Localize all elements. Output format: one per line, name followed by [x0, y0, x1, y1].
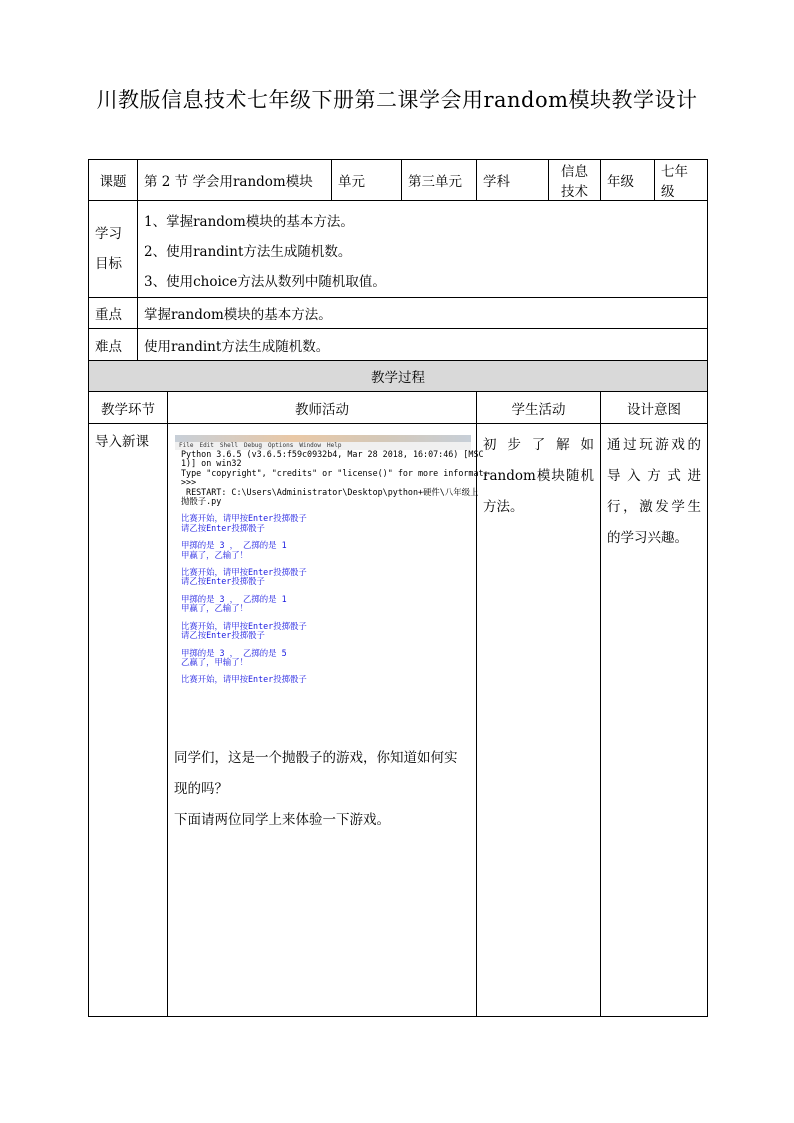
student-cell — [477, 424, 601, 1017]
key-point-value: 掌握random模块的基本方法。 — [138, 298, 708, 329]
column-intent: 设计意图 — [601, 392, 708, 424]
python-shell-screenshot — [175, 435, 489, 735]
shell-line: Type "copyright", "credits" or "license()" for more informat: — [181, 467, 489, 478]
unit-value: 第三单元 — [402, 160, 477, 201]
shell-output: 甲掷的是 3 ， 乙掷的是 1 — [181, 540, 287, 551]
topic-value: 第 2 节 学会用random模块 — [138, 160, 332, 201]
objective-item: 2、使用randint方法生成随机数。 — [144, 244, 352, 260]
shell-output: 甲掷的是 3 ， 乙掷的是 1 — [181, 593, 287, 604]
lesson-plan-table — [88, 159, 708, 1017]
shell-menu-bar: File Edit Shell Debug Options Window Help — [175, 442, 471, 450]
column-stage: 教学环节 — [89, 392, 168, 424]
difficulty-value: 使用randint方法生成随机数。 — [138, 329, 708, 361]
key-point-label: 重点 — [89, 298, 138, 329]
teacher-question: 同学们，这是一个抛骰子的游戏，你知道如何实现的吗？ — [174, 750, 458, 797]
shell-output: 比赛开始，请甲按Enter投掷骰子 — [181, 513, 307, 524]
shell-line: 1)] on win32 — [181, 458, 242, 469]
process-heading-row — [89, 361, 708, 392]
shell-line: Python 3.6.5 (v3.6.5:f59c0932b4, Mar 28 2018, 16:07:46) [MSC — [181, 449, 484, 459]
shell-output: 比赛开始，请甲按Enter投掷骰子 — [181, 567, 307, 578]
design-intent: 通过玩游戏的导入方式进行，激发学生的学习兴趣。 — [607, 437, 701, 546]
shell-title-bar — [175, 435, 471, 442]
shell-output: 甲赢了，乙输了！ — [181, 549, 248, 560]
difficulty-label: 难点 — [89, 329, 138, 361]
shell-line: RESTART: C:\Users\Administrator\Desktop\python+硬件\八年级上 — [181, 486, 479, 497]
process-heading: 教学过程 — [89, 361, 708, 392]
shell-output: 比赛开始，请甲按Enter投掷骰子 — [181, 674, 307, 685]
intro-row — [89, 424, 708, 1017]
column-student: 学生活动 — [477, 392, 601, 424]
objectives-list — [138, 201, 708, 298]
shell-line: >>> — [181, 477, 197, 488]
shell-output: 请乙按Enter投掷骰子 — [181, 630, 265, 641]
student-activity: 初步了解如random模块随机方法。 — [483, 437, 594, 515]
difficulty-row — [89, 329, 708, 361]
shell-output: 请乙按Enter投掷骰子 — [181, 522, 265, 533]
key-point-row — [89, 298, 708, 329]
shell-output: 甲赢了，乙输了！ — [181, 603, 248, 614]
subject-value: 信息技术 — [549, 160, 601, 201]
header-row — [89, 160, 708, 201]
topic-label: 课题 — [89, 160, 138, 201]
grade-value: 七年级 — [655, 160, 708, 201]
shell-output: 甲掷的是 3 ， 乙掷的是 5 — [181, 647, 287, 658]
objective-item: 1、掌握random模块的基本方法。 — [144, 214, 354, 230]
teacher-instruction: 下面请两位同学上来体验一下游戏。 — [174, 812, 390, 828]
shell-output: 比赛开始，请甲按Enter投掷骰子 — [181, 620, 307, 631]
column-teacher: 教师活动 — [168, 392, 477, 424]
subject-label: 学科 — [477, 160, 549, 201]
shell-output: 请乙按Enter投掷骰子 — [181, 576, 265, 587]
objectives-label: 学习 目标 — [89, 201, 138, 298]
document-title: 川教版信息技术七年级下册第二课学会用random模块教学设计 — [96, 88, 698, 112]
grade-label: 年级 — [601, 160, 655, 201]
shell-output: 乙赢了，甲输了！ — [181, 656, 248, 667]
shell-line: 抛骰子.py — [181, 496, 222, 507]
objectives-row — [89, 201, 708, 298]
unit-label: 单元 — [332, 160, 402, 201]
teacher-cell — [168, 424, 489, 1017]
intent-cell — [601, 424, 708, 1017]
stage-cell: 导入新课 — [89, 424, 168, 1017]
process-columns-row — [89, 392, 708, 424]
objective-item: 3、使用choice方法从数列中随机取值。 — [144, 274, 386, 290]
